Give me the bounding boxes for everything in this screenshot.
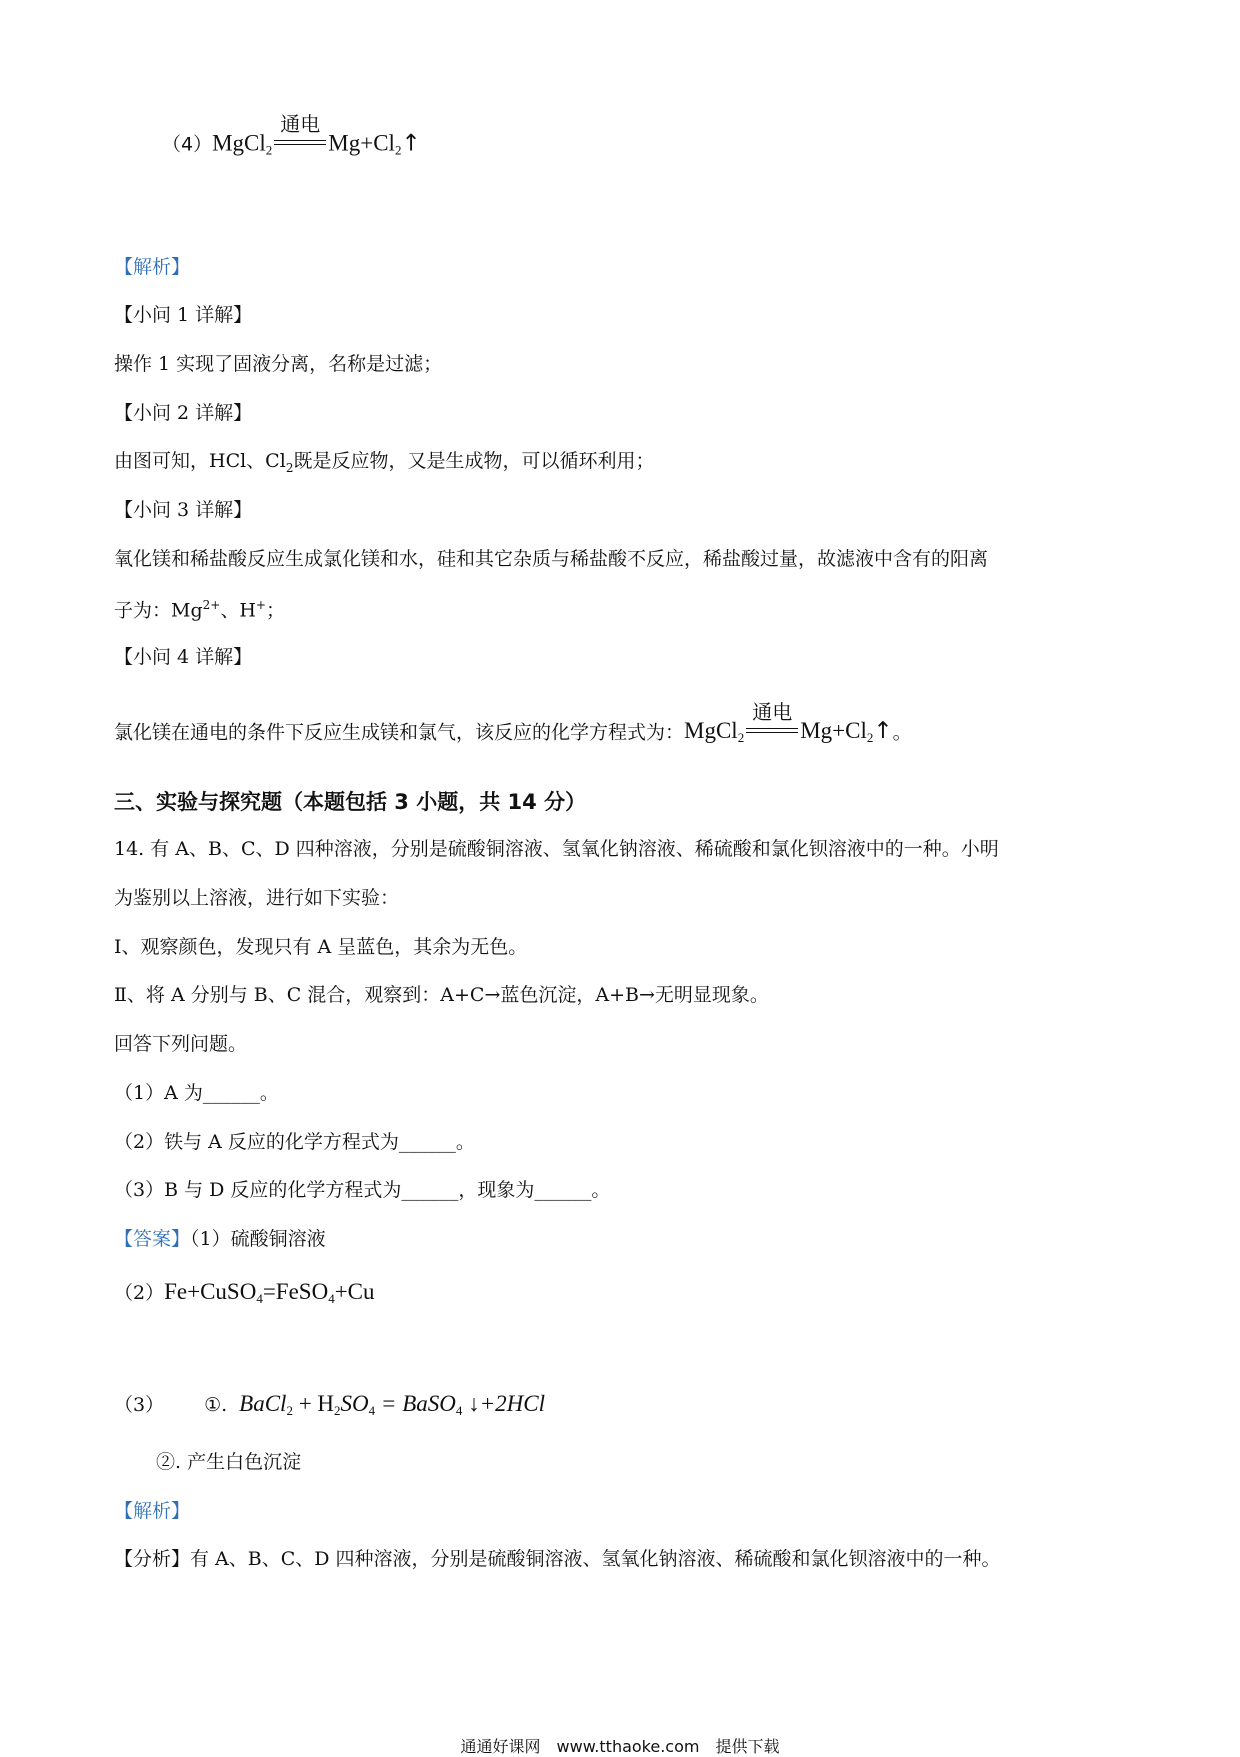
sub4-eq-lhs-sub: 2 bbox=[737, 730, 745, 746]
sub4-text bbox=[114, 700, 912, 748]
eq-sub: 2 bbox=[286, 1403, 293, 1418]
analysis-text: 有 A、B、C、D 四种溶液，分别是硫酸铜溶液、氢氧化钠溶液、稀硫酸和氯化钡溶液中的一种。 bbox=[190, 1548, 1001, 1570]
q14-answer-3-part2: ②. 产生白色沉淀 bbox=[156, 1451, 302, 1473]
eq-sub: 2 bbox=[334, 1403, 341, 1418]
sub3-line2 bbox=[114, 599, 285, 620]
sub2-text-b: 既是反应物，又是生成物，可以循环利用； bbox=[293, 450, 655, 472]
q13-answer-4-equation bbox=[162, 112, 421, 160]
sub4-eq-rhs-sub: 2 bbox=[866, 730, 874, 746]
answer-label: 【答案】 bbox=[114, 1228, 191, 1250]
eq-sub: 4 bbox=[328, 1291, 335, 1306]
analysis-label: 【解析】 bbox=[114, 256, 191, 278]
eq-rhs-sub: 2 bbox=[394, 142, 402, 158]
answer-2-prefix: （2） bbox=[114, 1282, 165, 1304]
q14-question-3: （3）B 与 D 反应的化学方程式为______，现象为______。 bbox=[114, 1179, 611, 1201]
sub4-equation bbox=[684, 700, 893, 746]
sub3-line2-a: 子为：Mg bbox=[114, 599, 203, 622]
answer-1: （1）硫酸铜溶液 bbox=[190, 1228, 326, 1250]
eq-part: = BaSO bbox=[375, 1391, 456, 1416]
sub4-reaction-condition bbox=[746, 700, 798, 748]
sub4-eq-rhs: Mg+Cl bbox=[800, 718, 867, 744]
page-footer: 通通好课网 www.tthaoke.com 提供下载 bbox=[460, 1737, 780, 1756]
sub1-text: 操作 1 实现了固液分离，名称是过滤； bbox=[114, 353, 443, 375]
answer-2-equation bbox=[164, 1279, 374, 1304]
q14-answer-line1 bbox=[114, 1230, 326, 1249]
sub1-label: 【小问 1 详解】 bbox=[114, 304, 253, 326]
answer-3-num1: ①. bbox=[204, 1394, 228, 1416]
sub4-label: 【小问 4 详解】 bbox=[114, 646, 253, 668]
q14-question-1: （1）A 为______。 bbox=[114, 1082, 279, 1104]
eq-sub: 4 bbox=[256, 1291, 263, 1306]
sub2-text bbox=[114, 452, 654, 474]
q14-prompt: 回答下列问题。 bbox=[114, 1033, 248, 1055]
q14-stem-line2: 为鉴别以上溶液，进行如下实验： bbox=[114, 887, 400, 909]
gas-arrow: ↑ bbox=[401, 130, 421, 157]
sub4-gas-arrow: ↑ bbox=[873, 718, 893, 745]
sub3-line2-c: ； bbox=[265, 599, 285, 622]
eq-lhs-sub: 2 bbox=[265, 142, 273, 158]
sub3-line1: 氧化镁和稀盐酸反应生成氯化镁和水，硅和其它杂质与稀盐酸不反应，稀盐酸过量，故滤液中含有的阳离 bbox=[114, 548, 989, 570]
q14-answer-2 bbox=[114, 1280, 375, 1305]
eq-part: SO bbox=[340, 1391, 369, 1416]
sub3-line2-b: 、H bbox=[220, 599, 256, 622]
eq-part: ↓+2HCl bbox=[462, 1391, 545, 1416]
answer-3-prefix: （3） bbox=[114, 1394, 165, 1416]
eq-sub: 4 bbox=[368, 1403, 376, 1418]
eq-part: +Cu bbox=[334, 1279, 375, 1304]
eq-part: BaCl bbox=[239, 1391, 287, 1416]
eq-part: =FeSO bbox=[262, 1279, 329, 1304]
section-3-heading: 三、实验与探究题（本题包括 3 小题，共 14 分） bbox=[114, 790, 587, 814]
h-charge: + bbox=[255, 598, 266, 612]
analysis-tag: 【分析】 bbox=[114, 1548, 191, 1570]
q14-step-2: Ⅱ、将 A 分别与 B、C 混合，观察到：A+C→蓝色沉淀，A+B→无明显现象。 bbox=[114, 984, 769, 1006]
q14-answer-3 bbox=[114, 1392, 545, 1417]
q13-answer-4-prefix: （4） bbox=[162, 133, 213, 156]
mg-charge: 2+ bbox=[202, 598, 221, 612]
sub4-eq-lhs: MgCl bbox=[684, 718, 738, 744]
eq-rhs: Mg+Cl bbox=[328, 130, 395, 156]
reaction-condition bbox=[274, 112, 326, 160]
eq-part: + H bbox=[292, 1391, 335, 1416]
sub2-text-a: 由图可知，HCl、Cl bbox=[114, 450, 286, 472]
eq-part: Fe+CuSO bbox=[164, 1279, 257, 1304]
sub3-label: 【小问 3 详解】 bbox=[114, 499, 253, 521]
answer-3-equation bbox=[239, 1391, 545, 1416]
sub2-label: 【小问 2 详解】 bbox=[114, 402, 253, 424]
q14-step-1: I、观察颜色，发现只有 A 呈蓝色，其余为无色。 bbox=[114, 936, 528, 958]
reaction-condition-label: 通电 bbox=[280, 112, 321, 136]
sub4-text-body: 氯化镁在通电的条件下反应生成镁和氯气，该反应的化学方程式为： bbox=[114, 721, 685, 744]
q14-stem-line1: 14. 有 A、B、C、D 四种溶液，分别是硫酸铜溶液、氢氧化钠溶液、稀硫酸和氯化钡溶液中的一种。小明 bbox=[114, 838, 999, 860]
q14-analysis-label: 【解析】 bbox=[114, 1500, 191, 1522]
q14-analysis bbox=[114, 1550, 1001, 1569]
sub4-end: 。 bbox=[892, 721, 912, 744]
eq-lhs: MgCl bbox=[212, 130, 266, 156]
sub4-reaction-condition-label: 通电 bbox=[752, 700, 793, 724]
q14-question-2: （2）铁与 A 反应的化学方程式为______。 bbox=[114, 1131, 475, 1153]
sub2-text-sub: 2 bbox=[285, 460, 294, 475]
eq-sub: 4 bbox=[455, 1403, 463, 1418]
